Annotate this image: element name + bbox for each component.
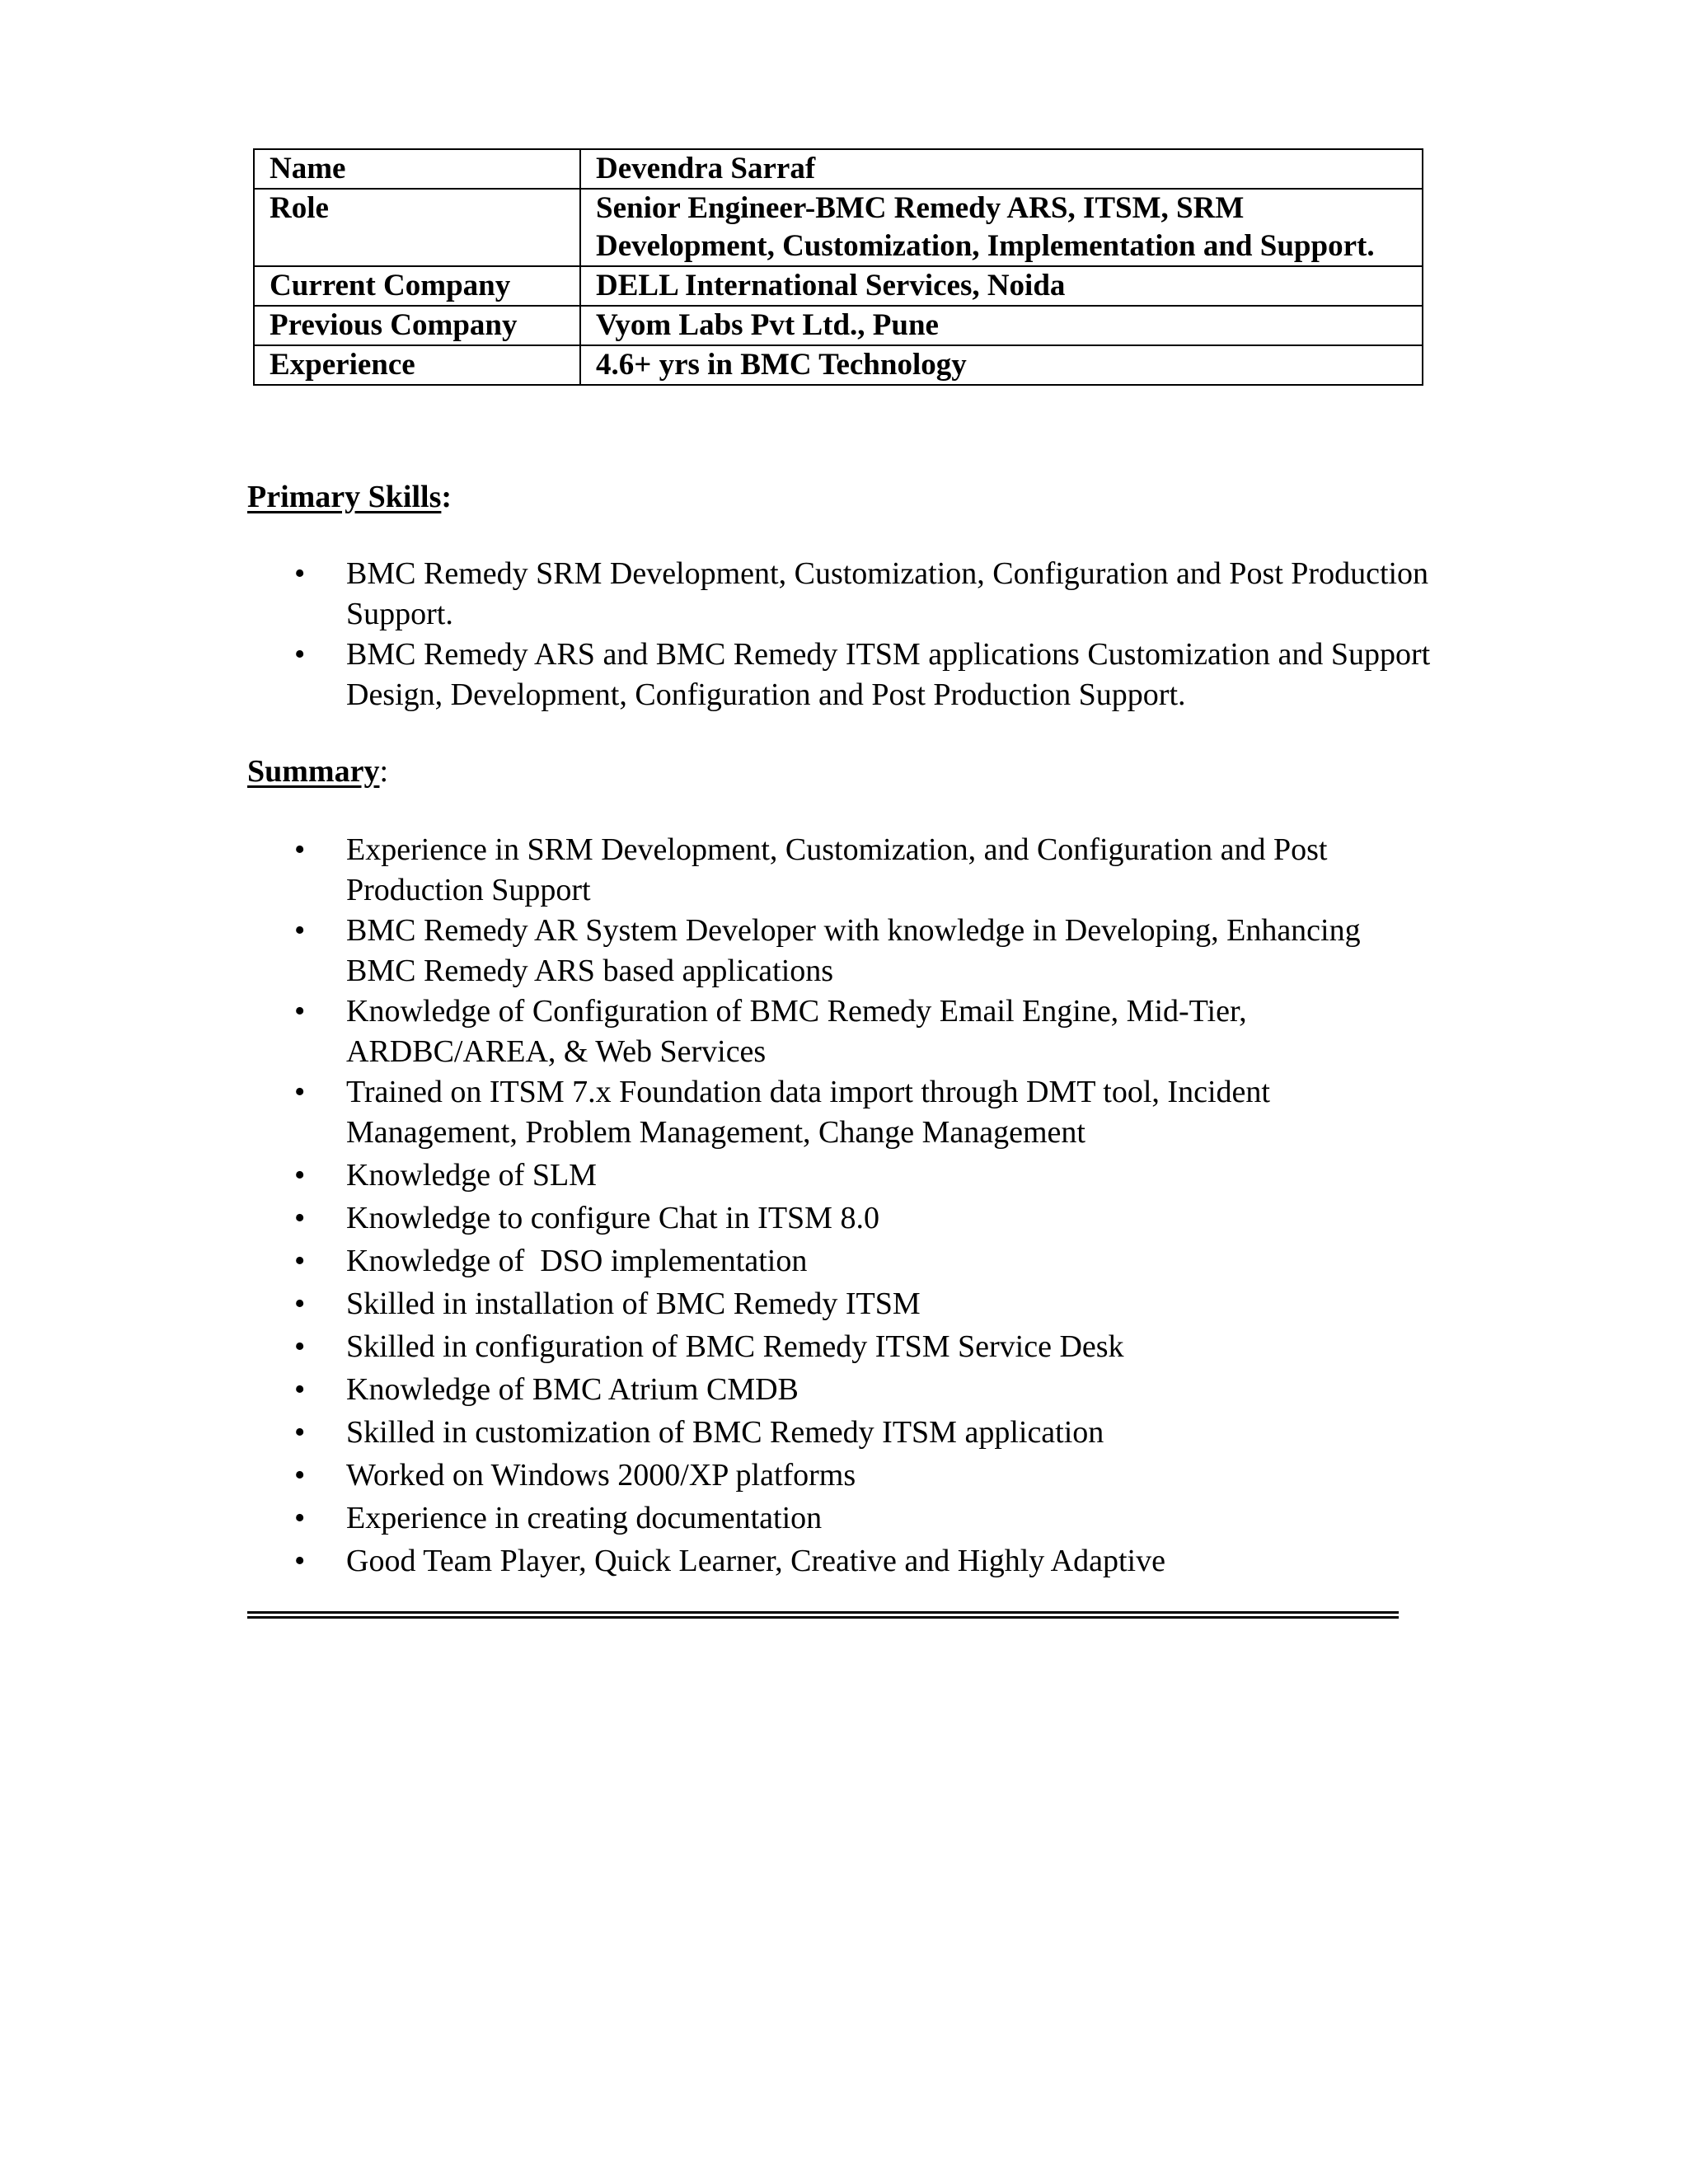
profile-label: Name bbox=[254, 149, 580, 189]
list-item bbox=[0, 554, 1434, 635]
bullet-icon: • bbox=[294, 1458, 306, 1493]
list-item bbox=[0, 1241, 1434, 1282]
primary-skills-heading-text: Primary Skills bbox=[247, 480, 442, 514]
summary-heading-colon: : bbox=[379, 754, 389, 789]
bullet-icon: • bbox=[294, 637, 306, 672]
profile-value: Senior Engineer-BMC Remedy ARS, ITSM, SRM Development, Customization, Implementation and Support. bbox=[580, 189, 1423, 266]
profile-row-experience bbox=[254, 345, 1423, 385]
profile-row-current-company bbox=[254, 266, 1423, 306]
bullet-icon: • bbox=[294, 1501, 306, 1535]
list-item-text: BMC Remedy ARS and BMC Remedy ITSM applications Customization and Support Design, Development, Configuration and Post Production Support. bbox=[346, 637, 1431, 712]
list-item-text: Skilled in configuration of BMC Remedy ITSM Service Desk bbox=[346, 1329, 1124, 1364]
bullet-icon: • bbox=[294, 1286, 306, 1321]
bullet-icon: • bbox=[294, 556, 306, 591]
primary-skills-list bbox=[0, 554, 1434, 715]
bullet-icon: • bbox=[294, 913, 306, 948]
list-item bbox=[0, 1455, 1434, 1496]
bullet-icon: • bbox=[294, 1244, 306, 1278]
list-item-text: Experience in creating documentation bbox=[346, 1501, 823, 1535]
bullet-icon: • bbox=[294, 1201, 306, 1235]
profile-label: Experience bbox=[254, 345, 580, 385]
list-item-text: BMC Remedy AR System Developer with knowledge in Developing, Enhancing BMC Remedy ARS based applications bbox=[346, 913, 1361, 988]
bullet-icon: • bbox=[294, 1329, 306, 1364]
list-item bbox=[0, 1155, 1434, 1196]
list-item-text: Experience in SRM Development, Customization, and Configuration and Post Production Support bbox=[346, 832, 1328, 907]
bullet-icon: • bbox=[294, 1075, 306, 1109]
profile-table bbox=[253, 148, 1423, 386]
double-rule-divider bbox=[247, 1611, 1399, 1619]
list-item-text: Skilled in installation of BMC Remedy ITSM bbox=[346, 1286, 921, 1321]
bullet-icon: • bbox=[294, 1544, 306, 1578]
profile-value: Vyom Labs Pvt Ltd., Pune bbox=[580, 306, 1423, 345]
profile-row-name bbox=[254, 149, 1423, 189]
list-item bbox=[0, 1284, 1434, 1324]
list-item-text: Knowledge of DSO implementation bbox=[346, 1244, 808, 1278]
list-item bbox=[0, 635, 1434, 715]
list-item bbox=[0, 830, 1434, 911]
list-item bbox=[0, 1498, 1434, 1539]
list-item-text: Knowledge of SLM bbox=[346, 1158, 597, 1193]
list-item bbox=[0, 1198, 1434, 1239]
list-item bbox=[0, 1413, 1434, 1453]
list-item-text: Knowledge of Configuration of BMC Remedy Email Engine, Mid-Tier, ARDBC/AREA, & Web Services bbox=[346, 994, 1247, 1069]
profile-row-role bbox=[254, 189, 1423, 266]
list-item bbox=[0, 911, 1434, 991]
bullet-icon: • bbox=[294, 832, 306, 867]
bullet-icon: • bbox=[294, 1372, 306, 1407]
list-item-text: Knowledge of BMC Atrium CMDB bbox=[346, 1372, 799, 1407]
list-item-text: Skilled in customization of BMC Remedy ITSM application bbox=[346, 1415, 1104, 1450]
list-item bbox=[0, 991, 1434, 1072]
primary-skills-heading bbox=[247, 478, 452, 516]
bullet-icon: • bbox=[294, 994, 306, 1029]
profile-row-previous-company bbox=[254, 306, 1423, 345]
list-item-text: Worked on Windows 2000/XP platforms bbox=[346, 1458, 856, 1493]
profile-value: 4.6+ yrs in BMC Technology bbox=[580, 345, 1423, 385]
summary-heading-text: Summary bbox=[247, 754, 380, 789]
profile-value: Devendra Sarraf bbox=[580, 149, 1423, 189]
list-item-text: Good Team Player, Quick Learner, Creative and Highly Adaptive bbox=[346, 1544, 1165, 1578]
summary-list bbox=[0, 830, 1434, 1584]
list-item-text: Knowledge to configure Chat in ITSM 8.0 bbox=[346, 1201, 879, 1235]
profile-label: Previous Company bbox=[254, 306, 580, 345]
list-item bbox=[0, 1072, 1434, 1153]
list-item bbox=[0, 1541, 1434, 1582]
profile-label: Current Company bbox=[254, 266, 580, 306]
list-item-text: Trained on ITSM 7.x Foundation data import through DMT tool, Incident Management, Problem Management, Change Management bbox=[346, 1075, 1270, 1150]
list-item-text: BMC Remedy SRM Development, Customization, Configuration and Post Production Support. bbox=[346, 556, 1429, 631]
profile-value: DELL International Services, Noida bbox=[580, 266, 1423, 306]
bullet-icon: • bbox=[294, 1415, 306, 1450]
bullet-icon: • bbox=[294, 1158, 306, 1193]
summary-heading bbox=[247, 752, 388, 790]
list-item bbox=[0, 1370, 1434, 1410]
list-item bbox=[0, 1327, 1434, 1367]
profile-label: Role bbox=[254, 189, 580, 266]
primary-skills-heading-colon: : bbox=[441, 480, 452, 514]
